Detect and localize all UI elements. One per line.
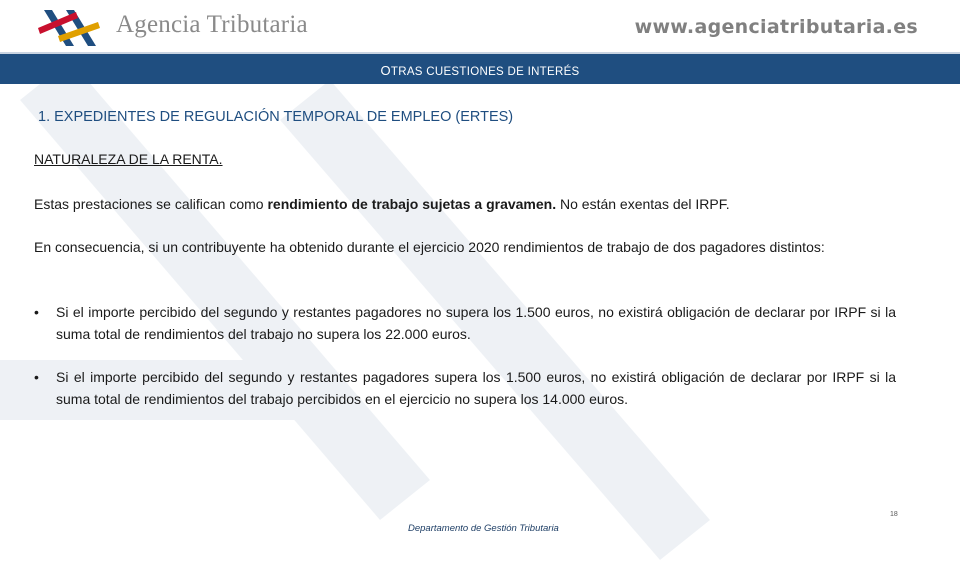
list-item-text: Si el importe percibido del segundo y restantes pagadores supera los 1.500 euros, no existirá obligación de declarar por IRPF si la suma total de rendimientos del trabajo percibidos en el ejercicio no supera los 14.000 euros. bbox=[56, 369, 896, 407]
section-title-rest: TRAS CUESTIONES DE INTERÉS bbox=[390, 66, 580, 78]
agency-logo-icon bbox=[36, 6, 102, 50]
p1-text-after: No están exentas del IRPF. bbox=[556, 196, 730, 212]
bullet-icon: • bbox=[34, 369, 39, 385]
list-item bbox=[34, 301, 896, 345]
website-url: www.agenciatributaria.es bbox=[634, 16, 918, 38]
p1-text-before: Estas prestaciones se califican como bbox=[34, 196, 268, 212]
p1-text-bold: rendimiento de trabajo sujetas a gravamen. bbox=[267, 196, 557, 212]
topic-heading: 1. EXPEDIENTES DE REGULACIÓN TEMPORAL DE EMPLEO (ERTES) bbox=[38, 109, 514, 125]
list-item bbox=[34, 366, 896, 410]
page-number: 18 bbox=[890, 511, 898, 518]
footer-department: Departamento de Gestión Tributaria bbox=[408, 523, 559, 534]
bullet-icon: • bbox=[34, 304, 39, 320]
page-header bbox=[0, 0, 960, 54]
paragraph-consequence: En consecuencia, si un contribuyente ha obtenido durante el ejercicio 2020 rendimientos de trabajo de dos pagadores distintos: bbox=[34, 239, 825, 255]
section-title-initial: O bbox=[380, 63, 391, 78]
agency-name: Agencia Tributaria bbox=[116, 11, 308, 38]
paragraph-classification bbox=[34, 193, 896, 215]
subheading: NATURALEZA DE LA RENTA. bbox=[34, 151, 223, 167]
section-title bbox=[0, 63, 960, 78]
list-item-text: Si el importe percibido del segundo y restantes pagadores no supera los 1.500 euros, no existirá obligación de declarar por IRPF si la suma total de rendimientos del trabajo no supera los 22.000 euros. bbox=[56, 304, 896, 342]
